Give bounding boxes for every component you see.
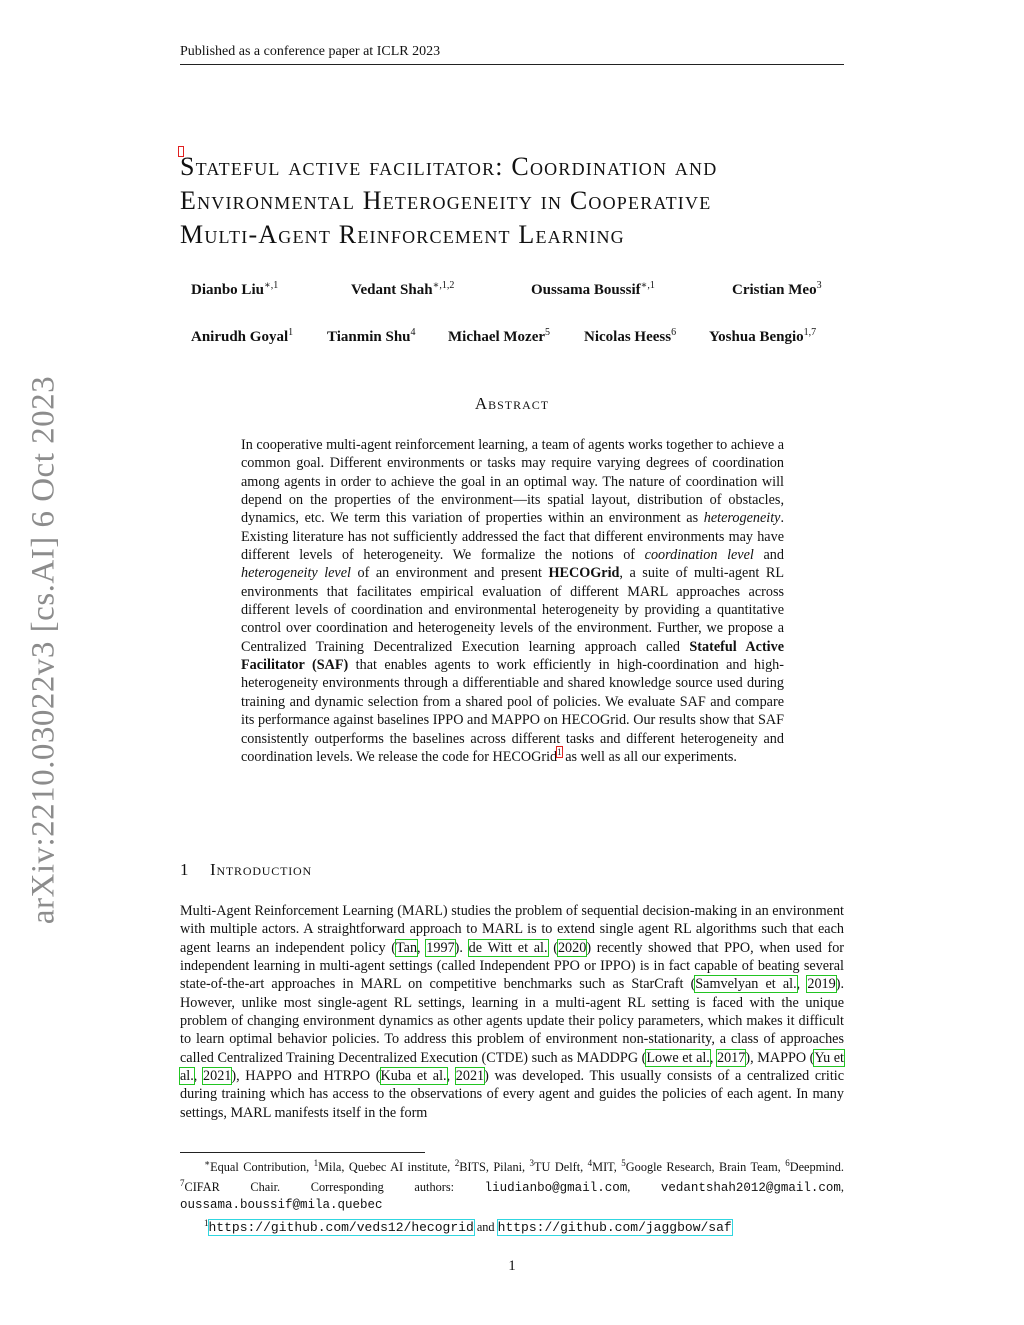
title-line: Multi-Agent Reinforcement Learning <box>180 220 625 249</box>
author: Anirudh Goyal$^1$ <box>191 327 294 345</box>
header-rule <box>180 64 844 65</box>
abstract-heading: Abstract <box>474 394 550 413</box>
author: Nicolas Heess$^6$ <box>584 327 677 345</box>
citation-link[interactable]: 1997 <box>426 939 455 956</box>
github-link[interactable]: https://github.com/veds12/hecogrid <box>208 1220 474 1236</box>
footnote-rule <box>180 1152 425 1153</box>
citation-link[interactable]: 2019 <box>807 976 836 993</box>
footnote-link[interactable]: 1 <box>557 747 562 758</box>
page-number: 1 <box>508 1258 516 1274</box>
citation-link[interactable]: Kuba et al. <box>380 1068 447 1085</box>
abstract-body: In cooperative multi-agent reinforcement learning, a team of agents works together to achieve a common goal. Different environments or tasks may require varying degrees of coordination among agents in order to achieve the goal in an optimal way. The nature of coordination will depend on the properties of the environment—its spatial layout, distribution of obstacles, dynamics, etc. We term this variation of properties within an environment as heterogeneity. Existing literature has not sufficiently addressed the fact that different environments may have different levels of heterogeneity. We formalize the notions of coordination level and heterogeneity level of an environment and present HECOGrid, a suite of multi-agent RL environments that facilitates empirical evaluation of different MARL approaches across different levels of coordination and environmental heterogeneity by providing a quantitative control over coordination and heterogeneity levels of the environment. Further, we propose a Centralized Training Decentralized Execution learning approach called Stateful Active Facilitator (SAF) that enables agents to work efficiently in high-coordination and high-heterogeneity environments through a differentiable and shared knowledge source used during training and dynamic selection from a shared pool of policies. We evaluate SAF and compare its performance against baselines IPPO and MAPPO on HECOGrid. Our results show that SAF consistently outperforms the baselines across different tasks and different heterogeneity and coordination levels. We release the code for HECOGrid$^1$ as well as all our experiments. <box>241 437 784 765</box>
author: Cristian Meo$^3$ <box>732 280 822 298</box>
author: Tianmin Shu$^4$ <box>327 327 416 345</box>
title-line: Environmental Heterogeneity in Cooperative <box>180 186 712 215</box>
footnote-code-links: $^1$https://github.com/veds12/hecogrid and https://github.com/jaggbow/saf <box>204 1218 732 1236</box>
author: Vedant Shah$^{∗,1,2}$ <box>351 280 455 298</box>
citation-link[interactable]: 2021 <box>455 1068 485 1085</box>
citation-link[interactable]: 2021 <box>203 1068 232 1085</box>
citation-link[interactable]: Lowe et al. <box>646 1049 710 1066</box>
citation-link[interactable]: Samvelyan et al. <box>695 976 797 993</box>
paper-title <box>180 150 860 252</box>
email[interactable]: oussama.boussif@mila.quebec <box>180 1198 383 1213</box>
author: Michael Mozer$^5$ <box>448 327 551 345</box>
arxiv-stamp: arXiv:2210.03022v3 [cs.AI] 6 Oct 2023 <box>25 375 62 925</box>
author: Yoshua Bengio$^{1,7}$ <box>709 327 817 345</box>
author: Dianbo Liu$^{∗,1}$ <box>191 280 279 298</box>
section-heading: 1 Introduction <box>180 860 312 879</box>
citation-link[interactable]: 2017 <box>716 1049 746 1066</box>
title-line: Stateful active facilitator: Coordination and <box>180 152 718 181</box>
citation-link[interactable]: 2020 <box>557 939 587 956</box>
citation-link[interactable]: de Witt et al. <box>468 939 548 956</box>
github-link[interactable]: https://github.com/jaggbow/saf <box>497 1220 732 1236</box>
intro-paragraph: Multi-Agent Reinforcement Learning (MARL) studies the problem of sequential decision-making in an environment with multiple actors. A straightforward approach to MARL is to extend single agent RL algorithms such that each agent learns an independent policy (Tan, 1997). de Witt et al. (2020) recently showed that PPO, when used for independent learning in multi-agent settings (called Independent PPO or IPPO) is in fact capable of beating several state-of-the-art approaches in MARL on competitive benchmarks such as StarCraft (Samvelyan et al., 2019). However, unlike most single-agent RL settings, learning in a multi-agent RL setting is faced with the unique problem of changing environment dynamics as other agents update their policy parameters, which makes it difficult to learn optimal behavior policies. To address this problem of environment non-stationarity, a class of approaches called Centralized Training Decentralized Execution (CTDE) such as MADDPG (Lowe et al., 2017), MAPPO (Yu et al., 2021), HAPPO and HTRPO (Kuba et al., 2021) was developed. This usually consists of a centralized critic during training which has access to the observations of every agent and guides the policies of each agent. In many settings, MARL manifests itself in the form <box>180 903 845 1121</box>
citation-link[interactable]: Yu et al. <box>180 1049 844 1085</box>
running-header: Published as a conference paper at ICLR 2023 <box>180 44 441 59</box>
email[interactable]: vedantshah2012@gmail.com <box>660 1181 841 1196</box>
footnote-affiliations: ∗Equal Contribution, $^1$Mila, Quebec AI institute, $^2$BITS, Pilani, $^3$TU Delft, $^4$MIT, $^5$Google Research, Brain Team, $^6$Deepmind. $^7$CIFAR Chair. Corresponding authors: liudianbo@gmail.com, vedantshah2012@gmail.com, oussama.boussif@mila.quebec <box>180 1158 844 1213</box>
footnotes <box>180 1155 844 1236</box>
email[interactable]: liudianbo@gmail.com <box>484 1181 628 1196</box>
citation-link[interactable]: Tan <box>395 939 418 956</box>
author: Oussama Boussif$^{∗,1}$ <box>531 280 655 298</box>
